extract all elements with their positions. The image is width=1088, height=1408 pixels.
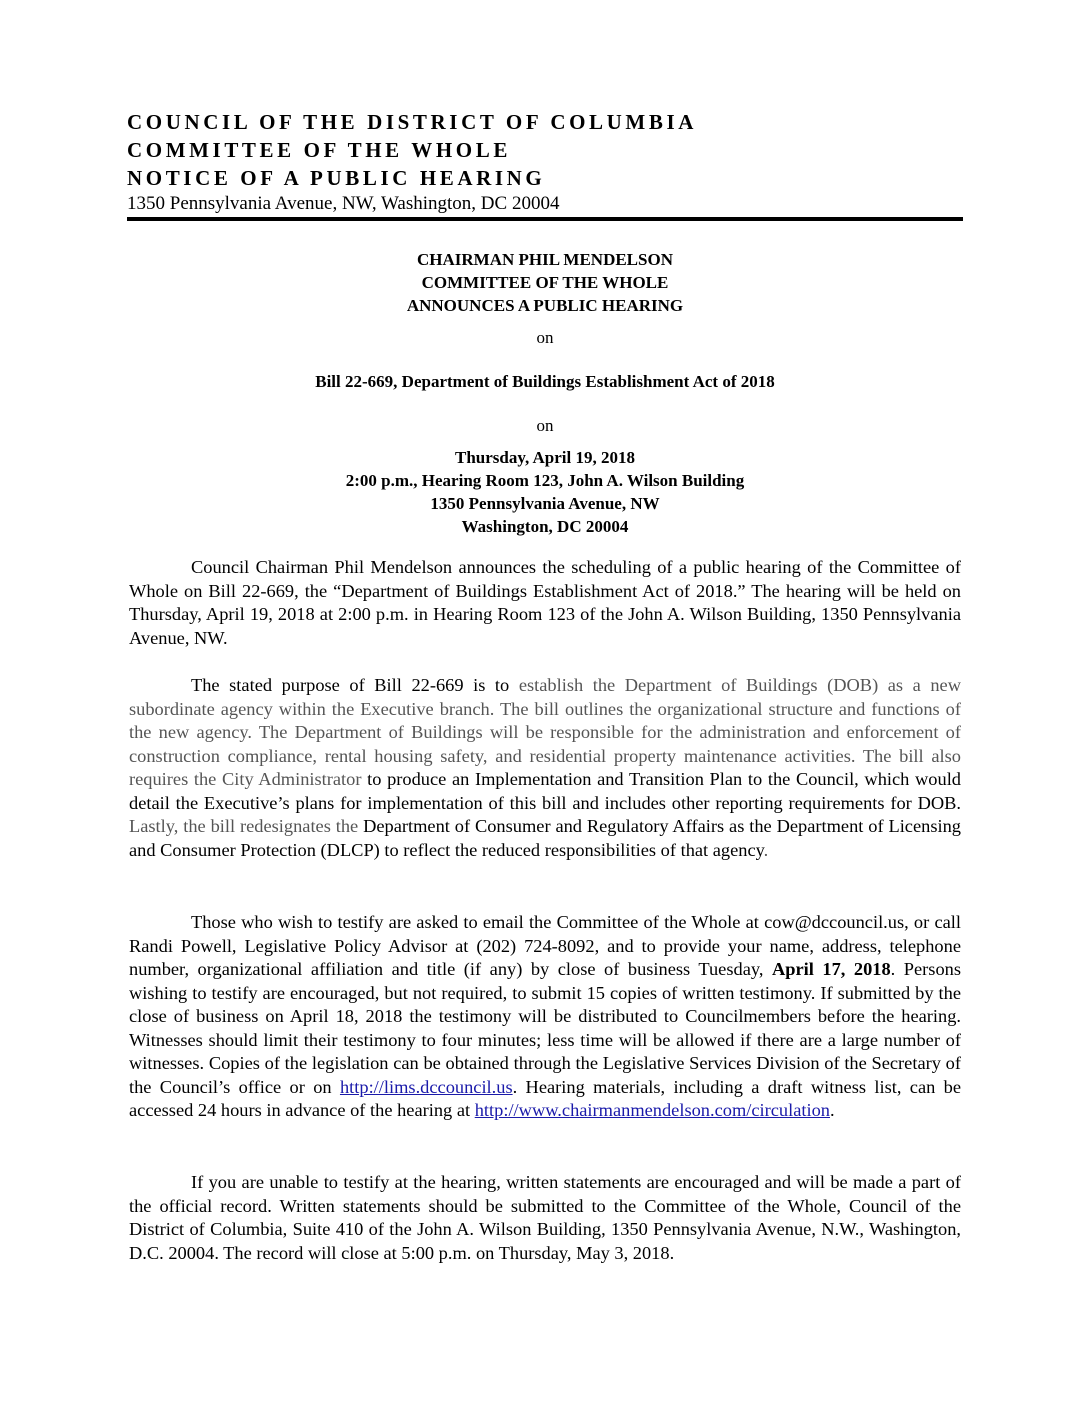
circulation-link[interactable]: http://www.chairmanmendelson.com/circulation — [474, 1100, 831, 1120]
hearing-date: Thursday, April 19, 2018 — [455, 448, 635, 467]
paragraph-testify — [129, 911, 961, 1123]
on-label-1: on — [536, 328, 554, 347]
purpose-intro: The stated purpose of Bill 22-669 is to — [191, 675, 519, 695]
announcement-committee: COMMITTEE OF THE WHOLE — [421, 273, 669, 292]
header-divider — [127, 217, 963, 221]
letterhead-council: COUNCIL OF THE DISTRICT OF COLUMBIA — [127, 110, 697, 134]
hearing-details — [127, 446, 963, 538]
purpose-plan: to produce an Implementation and Transition Plan to the Council, which would detail the Executive’s plans for implementation of this bill and includes other reporting requirements for DOB. — [129, 769, 961, 813]
hearing-street: 1350 Pennsylvania Avenue, NW — [430, 494, 660, 513]
testify-details: . Persons wishing to testify are encouraged, but not required, to submit 15 copies of written testimony. If submitted by the close of business on April 18, 2018 the testimony will be distributed to Councilmembers before the hearing. Witnesses should limit their testimony to four minutes; less time will be allowed if there are a large number of witnesses. Copies of the legislation can be obtained through the Legislative Services Division of the Secretary of the Council’s office or on — [129, 959, 961, 1097]
purpose-dlcp: Department of Consumer and Regulatory Affairs as the Department of Licensing and Consumer Protection (DLCP) to reflect the reduced responsibilities of that agency — [129, 816, 961, 860]
lims-link[interactable]: http://lims.dccouncil.us — [339, 1076, 513, 1097]
on-label-2: on — [536, 416, 554, 435]
paragraph-announcement: Council Chairman Phil Mendelson announces the scheduling of a public hearing of the Committee of Whole on Bill 22-669, the “Department of Buildings Establishment Act of 2018.” The hearing will be held on Thursday, April 19, 2018 at 2:00 p.m. in Hearing Room 123 of the John A. Wilson Building, 1350 Pennsylvania Avenue, NW. — [129, 557, 961, 648]
purpose-period: . — [763, 839, 769, 860]
letterhead — [127, 108, 963, 217]
letterhead-committee: COMMITTEE OF THE WHOLE — [127, 138, 511, 162]
testify-intro: Those who wish to testify are asked to email the Committee of the Whole at cow@dccouncil.us, or call Randi Powell, Legislative Policy Advisor at (202) 724-8092, and to provide your name, address, telephone number, organizational affiliation and title (if any) by close of business Tuesday, — [129, 912, 961, 979]
purpose-lastly: Lastly, the bill redesignates the — [129, 816, 359, 836]
paragraph-purpose — [129, 674, 961, 862]
hearing-city: Washington, DC 20004 — [461, 517, 629, 536]
announcement-hearing: ANNOUNCES A PUBLIC HEARING — [406, 296, 684, 315]
testify-period: . — [830, 1100, 835, 1120]
testify-deadline: April 17, 2018 — [771, 959, 891, 979]
announcement-heading — [127, 248, 963, 317]
testify-materials: . Hearing materials, including a draft witness list, can be accessed 24 hours in advance of the hearing at — [129, 1076, 962, 1120]
letterhead-address: 1350 Pennsylvania Avenue, NW, Washington, DC 20004 — [127, 193, 560, 214]
hearing-time-place: 2:00 p.m., Hearing Room 123, John A. Wilson Building — [345, 471, 745, 490]
paragraph-written-statements: If you are unable to testify at the hearing, written statements are encouraged and will be made a part of the official record. Written statements should be submitted to the Committee of the Whole, Council of the District of Columbia, Suite 410 of the John A. Wilson Building, 1350 Pennsylvania Avenue, N.W., Washington, D.C. 20004. The record will close at 5:00 p.m. on Thursday, May 3, 2018. — [129, 1172, 961, 1263]
purpose-establish: establish the Department of Buildings (DOB) as a new subordinate agency within the Executive branch. The bill outlines the organizational structure and functions of the new agency. The Department of Buildings will be responsible for the administration and enforcement of construction compliance, rental housing safety, and residential property maintenance activities. The bill also requires the City Administrator — [129, 675, 961, 789]
letterhead-notice: NOTICE OF A PUBLIC HEARING — [127, 166, 546, 190]
announcement-chairman: CHAIRMAN PHIL MENDELSON — [417, 250, 673, 269]
bill-title: Bill 22-669, Department of Buildings Establishment Act of 2018 — [315, 372, 775, 391]
